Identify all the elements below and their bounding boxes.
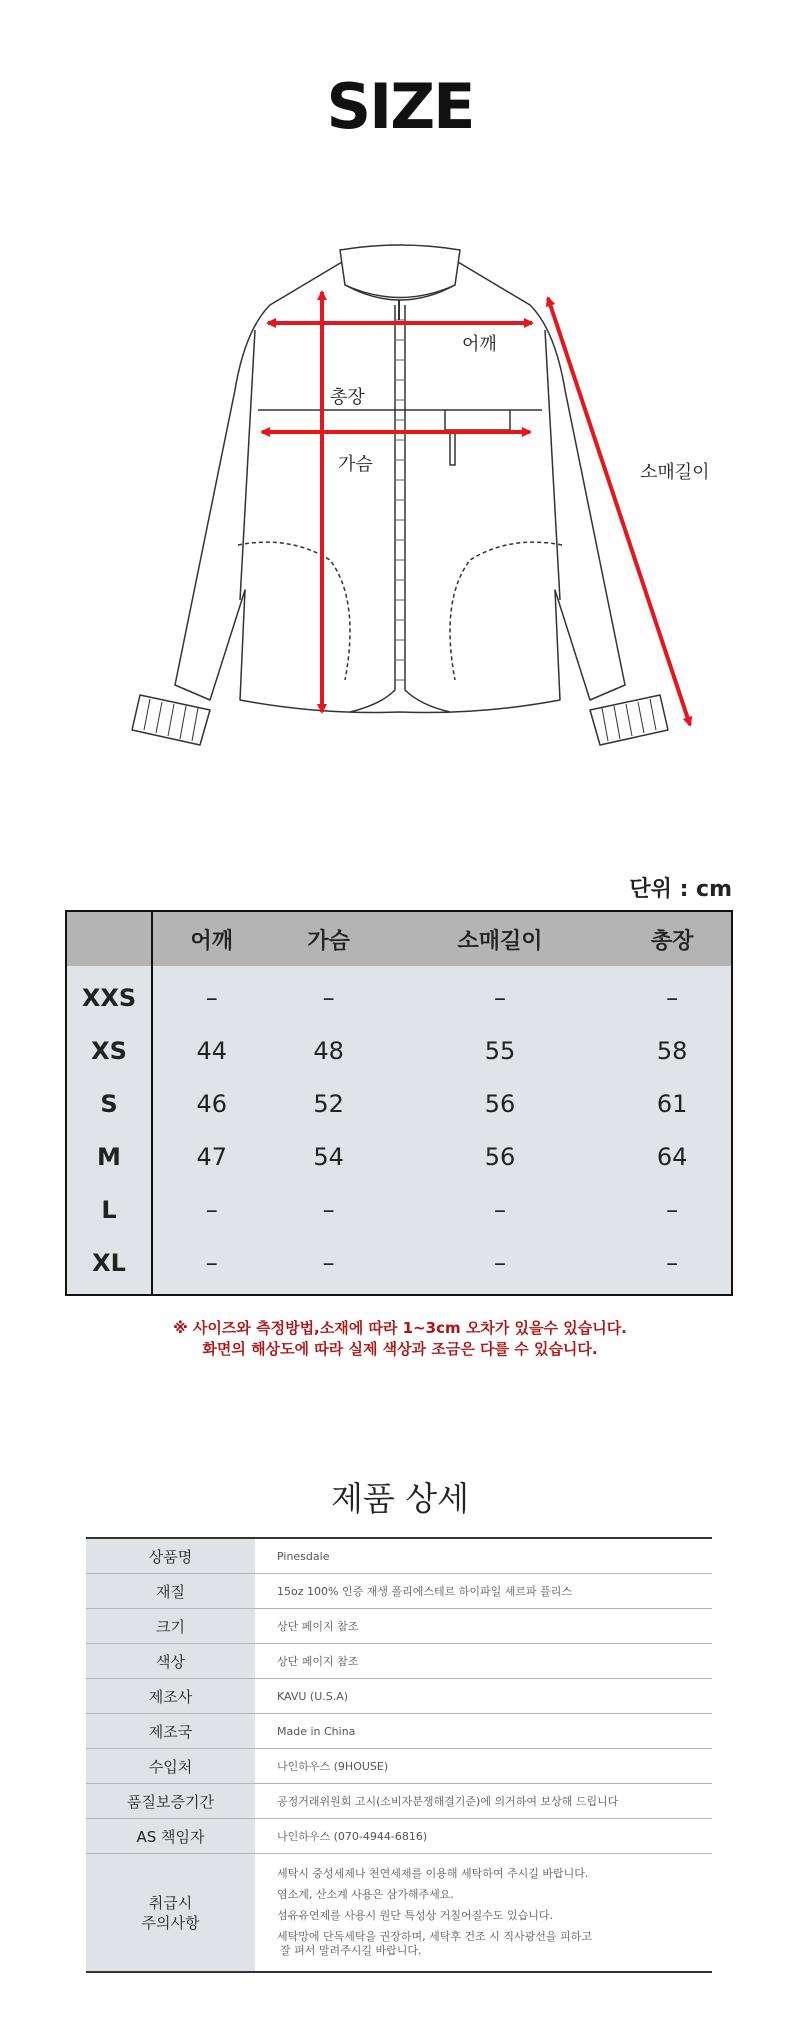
- table-cell: 46: [152, 1077, 271, 1130]
- table-cell: –: [152, 1236, 271, 1295]
- table-cell: –: [271, 1236, 387, 1295]
- notice-line: 화면의 해상도에 따라 실제 색상과 조금은 다를 수 있습니다.: [202, 1340, 598, 1358]
- notice-line: ※ 사이즈와 측정방법,소재에 따라 1~3cm 오차가 있을수 있습니다.: [173, 1319, 627, 1337]
- table-cell: –: [387, 1236, 614, 1295]
- length-label: 총장: [330, 387, 365, 408]
- care-line: 염소계, 산소계 사용은 삼가해주세요.: [277, 1888, 454, 1901]
- header-corner: [66, 911, 152, 966]
- size-label: S: [66, 1077, 152, 1130]
- detail-row: [86, 1609, 712, 1644]
- table-cell: 48: [271, 1024, 387, 1077]
- detail-value: Pinesdale: [255, 1538, 712, 1574]
- table-cell: –: [271, 1183, 387, 1236]
- table-row: [66, 1183, 732, 1236]
- table-row: [66, 1077, 732, 1130]
- detail-value: 나인하우스 (9HOUSE): [255, 1749, 712, 1784]
- detail-row: [86, 1679, 712, 1714]
- sleeve-label: 소매길이: [640, 462, 710, 483]
- table-cell: –: [613, 966, 732, 1024]
- size-label: XS: [66, 1024, 152, 1077]
- detail-value: 공정거래위원회 고시(소비자분쟁해결기준)에 의거하여 보상해 드립니다: [255, 1784, 712, 1819]
- product-details-table: [86, 1537, 712, 1973]
- table-cell: –: [613, 1183, 732, 1236]
- details-title: 제품 상세: [330, 1479, 469, 1518]
- detail-label: 품질보증기간: [86, 1784, 255, 1819]
- detail-label: 제조국: [86, 1714, 255, 1749]
- column-header: 어깨: [152, 911, 271, 966]
- detail-value: 15oz 100% 인증 재생 폴리에스테르 하이파일 셰르파 플리스: [255, 1574, 712, 1609]
- care-line: 잘 펴서 말려주시길 바랍니다.: [280, 1944, 422, 1957]
- table-row: [66, 966, 732, 1024]
- size-label: L: [66, 1183, 152, 1236]
- table-row: [66, 1130, 732, 1183]
- care-label-line: 취급시: [148, 1893, 193, 1912]
- detail-label: AS 책임자: [86, 1819, 255, 1854]
- care-label: [86, 1854, 255, 1973]
- size-label: M: [66, 1130, 152, 1183]
- table-cell: –: [152, 966, 271, 1024]
- detail-value: Made in China: [255, 1714, 712, 1749]
- care-line: 섬유유연제를 사용시 원단 특성상 거칠어질수도 있습니다.: [277, 1909, 554, 1922]
- shoulder-label: 어깨: [462, 334, 497, 355]
- page-title: SIZE: [326, 70, 474, 143]
- table-row: [66, 1024, 732, 1077]
- detail-row: [86, 1714, 712, 1749]
- table-cell: 61: [613, 1077, 732, 1130]
- detail-label: 재질: [86, 1574, 255, 1609]
- table-cell: 52: [271, 1077, 387, 1130]
- detail-row: [86, 1819, 712, 1854]
- detail-label: 수입처: [86, 1749, 255, 1784]
- detail-label: 제조사: [86, 1679, 255, 1714]
- column-header: 소매길이: [387, 911, 614, 966]
- detail-row: [86, 1749, 712, 1784]
- detail-label: 크기: [86, 1609, 255, 1644]
- table-cell: 64: [613, 1130, 732, 1183]
- table-cell: 47: [152, 1130, 271, 1183]
- column-header: 가슴: [271, 911, 387, 966]
- detail-value: 나인하우스 (070-4944-6816): [255, 1819, 712, 1854]
- table-cell: –: [613, 1236, 732, 1295]
- size-notice: [0, 1318, 800, 1360]
- sleeve-arrow: [548, 298, 690, 725]
- detail-row: [86, 1574, 712, 1609]
- table-cell: –: [387, 966, 614, 1024]
- table-row: [66, 1236, 732, 1295]
- detail-value: 상단 페이지 참조: [255, 1644, 712, 1679]
- table-cell: 54: [271, 1130, 387, 1183]
- table-cell: –: [387, 1183, 614, 1236]
- table-cell: 56: [387, 1077, 614, 1130]
- detail-label: 상품명: [86, 1538, 255, 1574]
- detail-row: [86, 1644, 712, 1679]
- care-line: 세탁시 중성세제나 천연세제를 이용해 세탁하여 주시길 바랍니다.: [277, 1867, 589, 1880]
- unit-label: 단위 : cm: [629, 877, 732, 902]
- table-cell: –: [271, 966, 387, 1024]
- jacket-size-diagram: [0, 235, 800, 780]
- care-row: [86, 1854, 712, 1973]
- table-cell: 56: [387, 1130, 614, 1183]
- table-cell: 58: [613, 1024, 732, 1077]
- table-cell: –: [152, 1183, 271, 1236]
- detail-row: [86, 1538, 712, 1574]
- care-instructions: [255, 1854, 712, 1973]
- detail-value: KAVU (U.S.A): [255, 1679, 712, 1714]
- size-table: [65, 910, 733, 1296]
- size-table-header: [66, 911, 732, 966]
- detail-value: 상단 페이지 참조: [255, 1609, 712, 1644]
- chest-label: 가슴: [338, 454, 373, 475]
- care-label-line: 주의사항: [141, 1913, 200, 1932]
- care-line: 세탁망에 단독세탁을 권장하며, 세탁후 건조 시 직사광선을 피하고: [277, 1930, 592, 1943]
- size-label: XL: [66, 1236, 152, 1295]
- detail-row: [86, 1784, 712, 1819]
- table-cell: 44: [152, 1024, 271, 1077]
- column-header: 총장: [613, 911, 732, 966]
- table-cell: 55: [387, 1024, 614, 1077]
- jacket-outline: [132, 245, 668, 745]
- detail-label: 색상: [86, 1644, 255, 1679]
- size-label: XXS: [66, 966, 152, 1024]
